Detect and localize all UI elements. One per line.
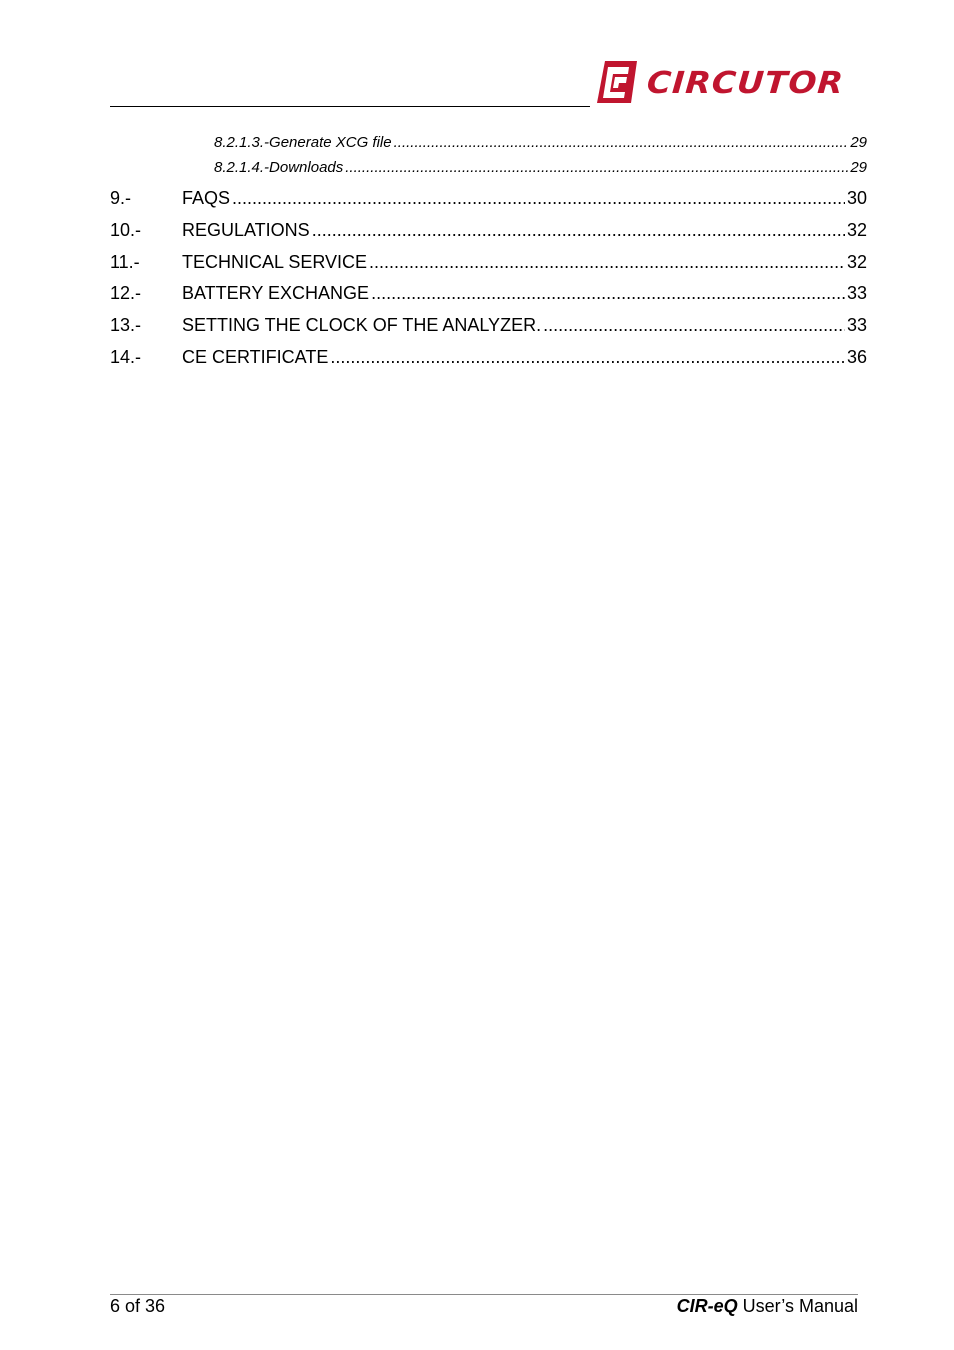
- toc-leader-dots: [232, 188, 845, 209]
- toc-leader-dots: [394, 134, 849, 151]
- toc-entry-number: 12.-: [110, 283, 142, 303]
- toc-leader-dots: [312, 220, 845, 241]
- footer-rule: [110, 1294, 858, 1295]
- toc-entry-page: 29: [850, 134, 867, 151]
- circutor-logo: [595, 58, 844, 106]
- toc-entry[interactable]: [110, 188, 867, 209]
- toc-entry-title: Generate XCG file: [269, 134, 392, 151]
- logo-wordmark: CIRCUTOR: [645, 64, 846, 100]
- toc-entry-page: 33: [846, 283, 867, 303]
- toc-entry[interactable]: [110, 315, 867, 336]
- manual-label: User’s Manual: [737, 1296, 858, 1316]
- toc-entry[interactable]: [110, 283, 867, 304]
- toc-entry-number: 8.2.1.3.-: [214, 134, 270, 151]
- toc-leader-dots: [371, 283, 845, 304]
- toc-entry-title: FAQS: [182, 188, 231, 208]
- toc-entry-page: 32: [846, 252, 867, 272]
- header-rule: [110, 106, 590, 107]
- toc-entry-page: 36: [846, 347, 867, 367]
- toc-leader-dots: [345, 159, 848, 176]
- toc-entry[interactable]: [110, 134, 867, 151]
- toc-entry[interactable]: [110, 159, 867, 176]
- toc-entry-page: 30: [846, 188, 867, 208]
- manual-title: [677, 1296, 858, 1317]
- toc-entry-number: 9.-: [110, 188, 132, 208]
- toc-entry-title: SETTING THE CLOCK OF THE ANALYZER.: [182, 315, 542, 335]
- toc-entry[interactable]: [110, 220, 867, 241]
- toc-entry-number: 10.-: [110, 220, 142, 240]
- page-number: 6 of 36: [110, 1296, 166, 1316]
- toc-entry-number: 11.-: [110, 252, 140, 272]
- toc-leader-dots: [330, 347, 845, 368]
- toc-entry-title: TECHNICAL SERVICE: [182, 252, 368, 272]
- toc-entry-title: Downloads: [269, 159, 344, 176]
- circutor-logo-icon: [595, 59, 639, 105]
- toc-entry-title: CE CERTIFICATE: [182, 347, 329, 367]
- toc-entry-title: REGULATIONS: [182, 220, 310, 240]
- toc-entry-page: 29: [850, 159, 867, 176]
- toc-entry-page: 32: [846, 220, 867, 240]
- toc-entry-title: BATTERY EXCHANGE: [182, 283, 370, 303]
- toc-entry-number: 8.2.1.4.-: [214, 159, 270, 176]
- toc-entry[interactable]: [110, 252, 867, 273]
- toc-entry-number: 13.-: [110, 315, 142, 335]
- product-name: CIR-eQ: [676, 1296, 738, 1316]
- toc-entry[interactable]: [110, 347, 867, 368]
- toc-entry-page: 33: [846, 315, 867, 335]
- toc-leader-dots: [543, 315, 845, 336]
- toc-entry-number: 14.-: [110, 347, 142, 367]
- toc-leader-dots: [369, 252, 845, 273]
